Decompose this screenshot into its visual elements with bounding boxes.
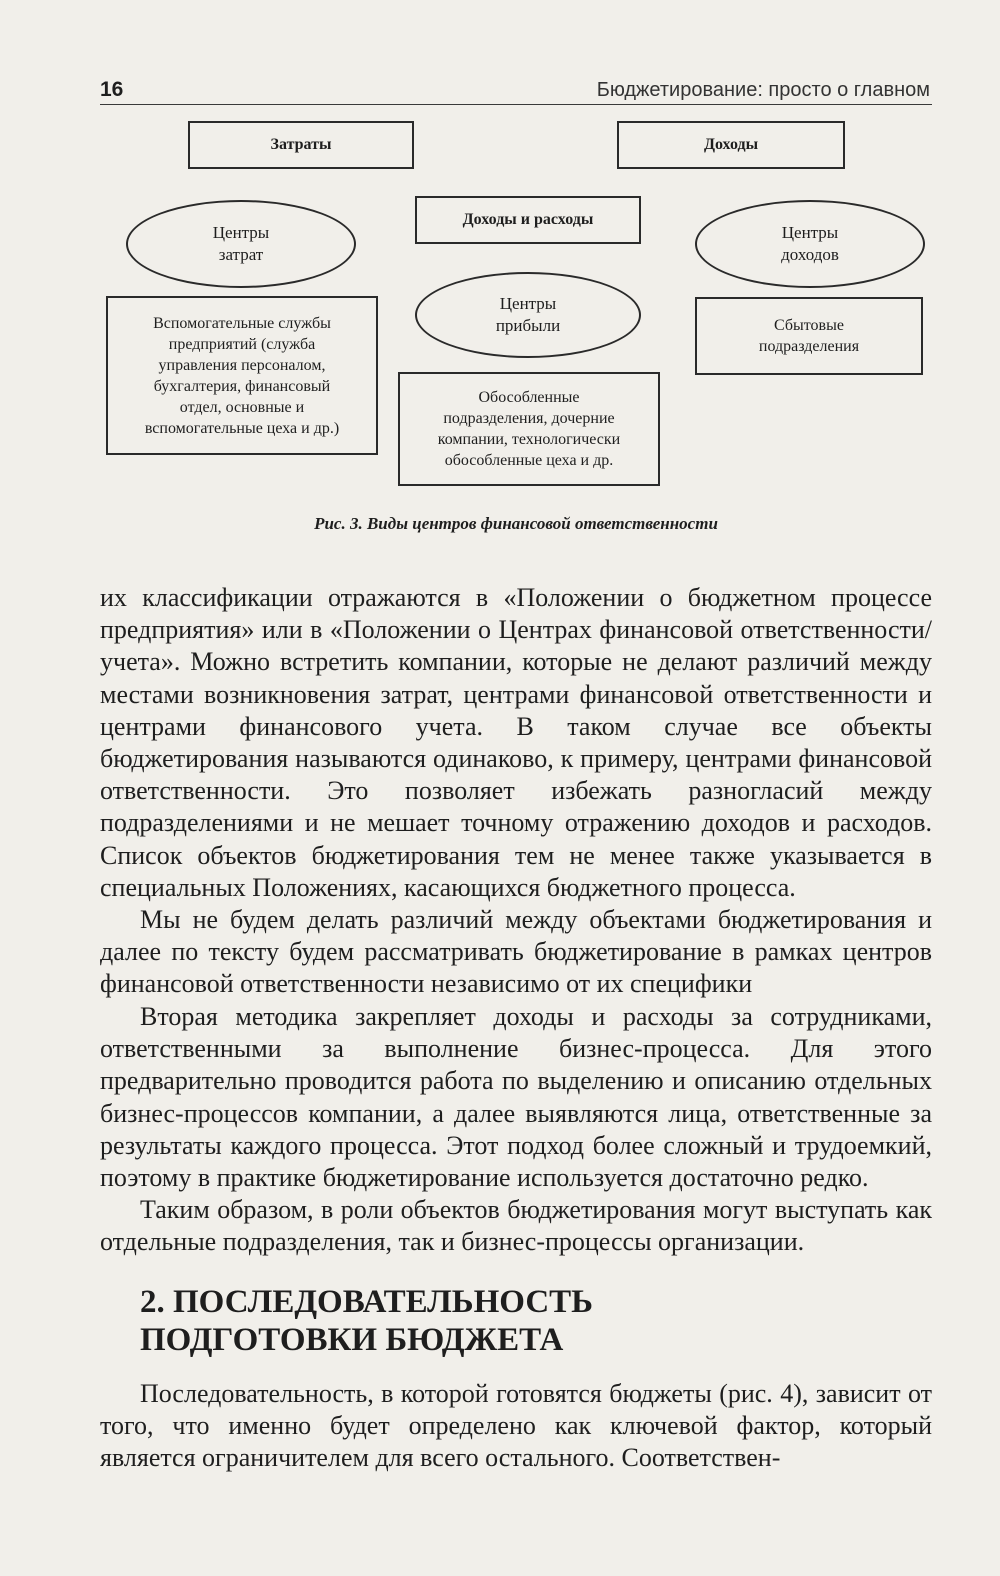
- page-number: 16: [100, 78, 124, 101]
- separate-units-box: Обособленные подразделения, дочерние компании, технологически обособленные цеха и др.: [398, 372, 660, 486]
- section-heading: 2. ПОСЛЕДОВАТЕЛЬНОСТЬ ПОДГОТОВКИ БЮДЖЕТА: [140, 1284, 593, 1358]
- costs-box: [188, 121, 414, 169]
- income-expenses-box-label: Доходы и расходы: [462, 211, 594, 228]
- cost-centers-ellipse: Центры затрат: [126, 200, 356, 288]
- figure-caption: Рис. 3. Виды центров финансовой ответственности: [314, 514, 718, 533]
- income-box: [617, 121, 845, 169]
- auxiliary-services-box: Вспомогательные службы предприятий (служба управления персоналом, бухгалтерия, финансовый отдел, основные и вспомогательные цеха и др.): [106, 296, 378, 455]
- paragraph-2: Мы не будем делать различий между объектами бюджетирования и далее по тексту будем рассматривать бюджетирование в рамках центров финансовой ответственности независимо от их специфики: [100, 905, 932, 999]
- income-box-label: Доходы: [703, 136, 759, 153]
- costs-box-label: Затраты: [270, 136, 332, 153]
- paragraph-5: Последовательность, в которой готовятся бюджеты (рис. 4), зависит от того, что именно будет определено как ключевой фактор, который является ограничителем для всего остального. Соответствен-: [100, 1379, 932, 1473]
- paragraph-3: Вторая методика закрепляет доходы и расходы за сотрудниками, ответственными за выполнение бизнес-процесса. Для этого предварительно проводится работа по выделению и описанию отдельных бизнес-процессов компании, а далее выявляются лица, ответственные за результаты каждого процесса. Этот подход более сложный и трудоемкий, поэтому в практике бюджетирование используется достаточно редко.: [100, 1002, 932, 1193]
- paragraph-4: Таким образом, в роли объектов бюджетирования могут выступать как отдельные подразделения, так и бизнес-процессы организации.: [100, 1195, 932, 1257]
- income-centers-ellipse: Центры доходов: [695, 200, 925, 288]
- running-title: Бюджетирование: просто о главном: [596, 79, 930, 101]
- paragraph-1: их классификации отражаются в «Положении о бюджетном процессе предприятия» или в «Положении о Центрах финансовой ответственности/учета». Можно встретить компании, которые не делают различий между местами возникновения затрат, центрами финансовой ответственности и центрами финансового учета. В таком случае все объекты бюджетирования называются одинаково, к примеру, центрами финансовой ответственности. Это позволяет избежать разногласий между подразделениями и не мешает точному отражению доходов и расходов. Список объектов бюджетирования тем не менее также указывается в специальных Положениях, касающихся бюджетного процесса.: [100, 583, 932, 902]
- page-header: [100, 78, 932, 105]
- sales-units-box: Сбытовые подразделения: [695, 297, 923, 375]
- income-expenses-box: [415, 196, 641, 244]
- profit-centers-ellipse: Центры прибыли: [415, 272, 641, 358]
